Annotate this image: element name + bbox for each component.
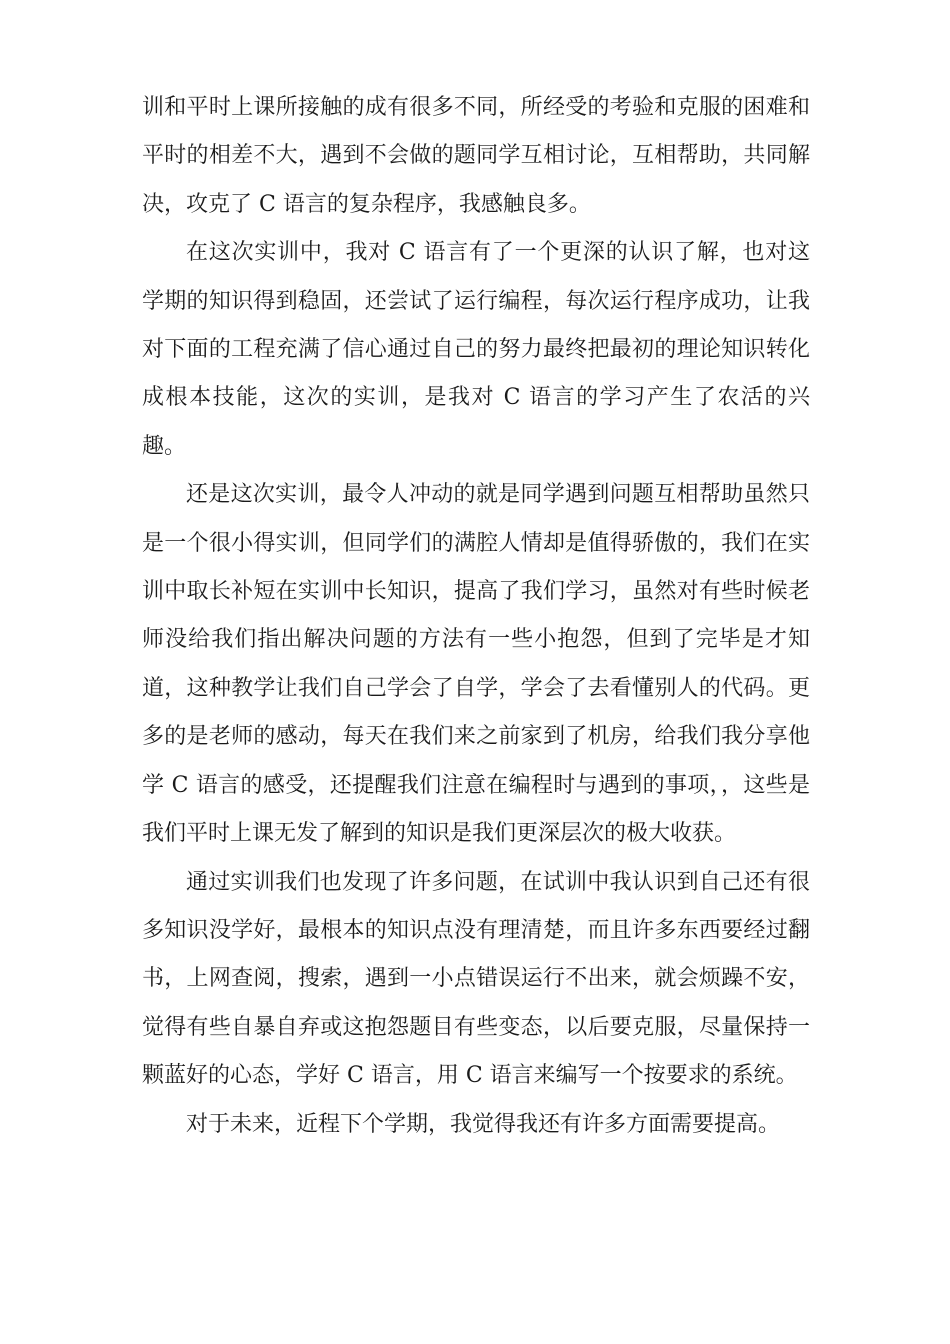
- paragraph-training-gains: 在这次实训中，我对 C 语言有了一个更深的认识了解，也对这学期的知识得到稳固，还尝试了运行编程，每次运行程序成功，让我对下面的工程充满了信心通过自己的努力最终把最初的理论知识转化成根本技能，这次的实训，是我对 C 语言的学习产生了农活的兴趣。: [142, 240, 810, 459]
- paragraph-problems: 通过实训我们也发现了许多问题，在试训中我认识到自己还有很多知识没学好，最根本的知识点没有理清楚，而且许多东西要经过翻书，上网查阅，搜索，遇到一小点错误运行不出来，就会烦躁不安，觉得有些自暴自弃或这抱怨题目有些变态，以后要克服，尽量保持一颗蓝好的心态，学好 C 语言，用 C 语言来编写一个按要求的系统。: [142, 869, 810, 1089]
- paragraph-future: 对于未来，近程下个学期，我觉得我还有许多方面需要提高。: [186, 1111, 781, 1137]
- paragraph-continuation: 训和平时上课所接触的成有很多不同，所经受的考验和克服的困难和平时的相差不大，遇到不会做的题同学互相讨论，互相帮助，共同解决，攻克了 C 语言的复杂程序，我感触良多。: [142, 95, 810, 217]
- paragraph-teamwork: 还是这次实训，最令人冲动的就是同学遇到问题互相帮助虽然只是一个很小得实训，但同学们的满腔人情却是值得骄傲的，我们在实训中取长补短在实训中长知识，提高了我们学习，虽然对有些时候老师没给我们指出解决问题的方法有一些小抱怨，但到了完毕是才知道，这种教学让我们自己学会了自学，学会了去看懂别人的代码。更多的是老师的感动，每天在我们来之前家到了机房，给我们我分享他学 C 语言的感受，还提醒我们注意在编程时与遇到的事项，，这些是我们平时上课无发了解到的知识是我们更深层次的极大收获。: [142, 482, 810, 847]
- document-body: [142, 84, 810, 1149]
